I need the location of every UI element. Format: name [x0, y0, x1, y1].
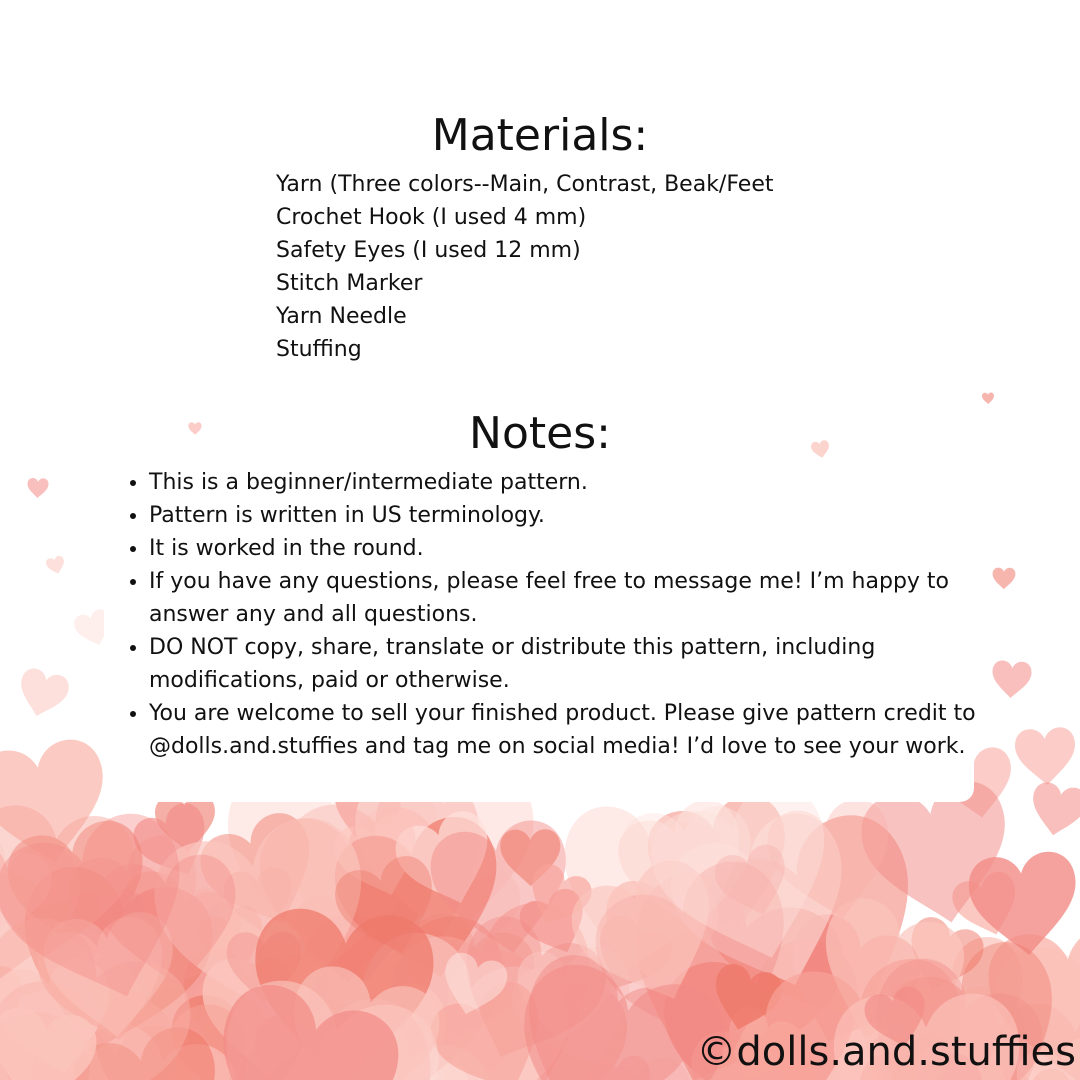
notes-item: • DO NOT copy, share, translate or distribute this pattern, including modifications, paid or otherwise. [149, 631, 979, 697]
materials-list [276, 168, 774, 366]
materials-item: Crochet Hook (I used 4 mm) [276, 205, 587, 230]
notes-list [110, 466, 979, 763]
notes-item: • If you have any questions, please feel free to message me! I’m happy to answer any and all questions. [149, 565, 979, 631]
materials-item: Stuffing [276, 337, 362, 362]
copyright-credit: ©dolls.and.stuffies [696, 1029, 1076, 1075]
notes-heading: Notes: [469, 408, 611, 459]
notes-item: • Pattern is written in US terminology. [149, 499, 979, 532]
materials-item: Stitch Marker [276, 271, 423, 296]
materials-item: Yarn (Three colors--Main, Contrast, Beak/Feet [276, 172, 774, 197]
materials-item: Safety Eyes (I used 12 mm) [276, 238, 581, 263]
notes-item: • This is a beginner/intermediate pattern. [149, 466, 979, 499]
notes-item: • It is worked in the round. [149, 532, 979, 565]
materials-item: Yarn Needle [276, 304, 407, 329]
materials-heading: Materials: [431, 110, 649, 161]
notes-item: • You are welcome to sell your finished product. Please give pattern credit to @dolls.and.stuffies and tag me on social media! I’d love to see your work. [149, 697, 979, 763]
